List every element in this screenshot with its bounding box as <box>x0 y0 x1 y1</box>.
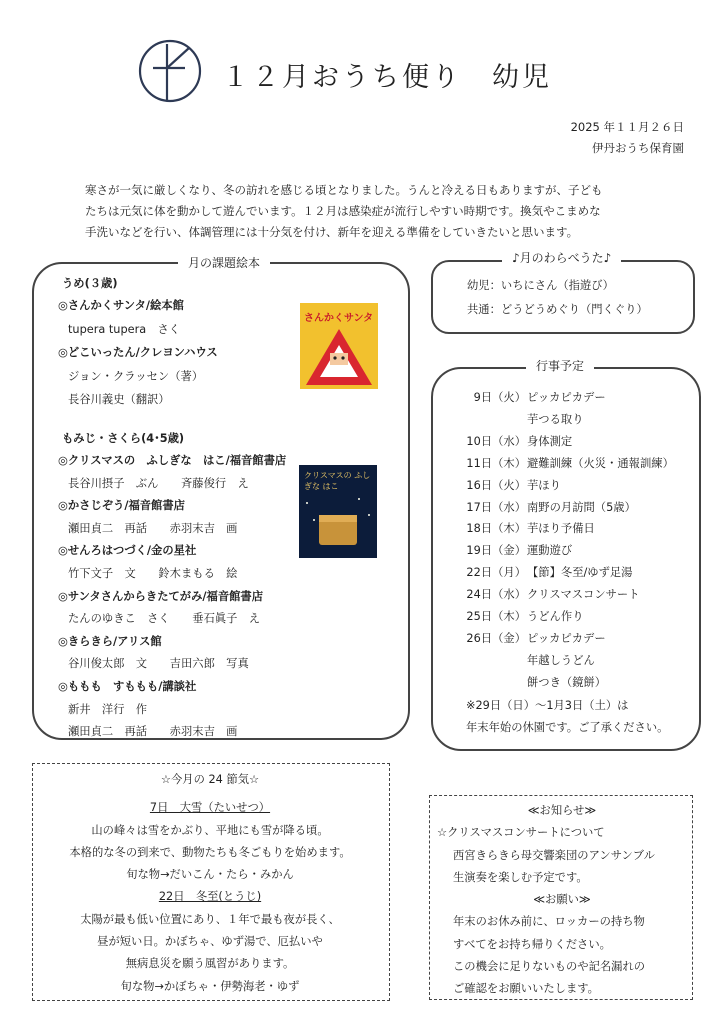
sekki-line: 太陽が最も低い位置にあり、１年で最も夜が長く、 <box>80 912 340 926</box>
book-author: tupera tupera さく <box>68 322 181 336</box>
notice-line: 西宮きらきら母交響楽団のアンサンブル <box>453 848 655 862</box>
event-text: 運動遊び <box>527 544 573 558</box>
book-author: 瀬田貞二 再話 赤羽末吉 画 <box>68 725 238 739</box>
page-title: １２月おうち便り 幼児 <box>222 62 552 93</box>
book-title: ◎どこいったん/クレヨンハウス <box>58 346 218 360</box>
event-date: 10日（水） <box>466 434 526 448</box>
event-date: 22日（月） <box>466 566 526 580</box>
sekki-line: 本格的な冬の到来で、動物たちも冬ごもりを始めます。 <box>69 845 351 859</box>
book-author: 竹下文子 文 鈴木まもる 絵 <box>68 567 238 580</box>
event-text: うどん作り <box>527 610 584 623</box>
event-text: クリスマスコンサート <box>527 588 640 602</box>
book-author: 新井 洋行 作 <box>68 702 148 716</box>
warabe-line: 幼児：いちにさん（指遊び） <box>467 279 614 292</box>
event-date: 24日（水） <box>466 588 526 602</box>
book-title: ◎サンタさんからきたてがみ/福音館書店 <box>58 589 264 603</box>
book-author: ジョン・クラッセン（著） <box>68 369 204 383</box>
book-title: ◎クリスマスの ふしぎな はこ/福音館書店 <box>58 454 287 467</box>
toji-heading: 22日 冬至(とうじ) <box>158 890 262 904</box>
gift-box-icon <box>299 495 377 558</box>
sekki-line: 山の峰々は雪をかぶり、平地にも雪が降る頃。 <box>91 823 329 837</box>
book-title: ◎さんかくサンタ/絵本館 <box>58 299 184 312</box>
sekki-line: 旬な物→だいこん・たら・みかん <box>126 868 294 882</box>
event-date: 18日（木） <box>466 522 526 536</box>
sekki-line: 無病息災を願う風習があります。 <box>125 957 295 971</box>
event-date: 11日（木） <box>466 456 526 470</box>
event-date: 17日（水） <box>466 500 526 514</box>
book-title: ◎かさじぞう/福音館書店 <box>58 499 185 513</box>
warabe-line: 共通：どうどうめぐり（門くぐり） <box>467 303 648 316</box>
sekki-line: 昼が短い日。かぼちゃ、ゆず湯で、厄払いや <box>97 935 323 949</box>
event-text: 避難訓練（火災・通報訓練） <box>527 456 674 470</box>
event-text: 【節】冬至/ゆず足湯 <box>527 566 633 580</box>
holiday-note-2: 年末年始の休園です。ご了承ください。 <box>466 721 669 734</box>
event-text: ピッカピカデー <box>527 631 606 645</box>
event-text: 芋ほり予備日 <box>527 522 595 536</box>
taisetsu-heading: 7日 大雪（たいせつ） <box>149 801 271 815</box>
request-line: すべてをお持ち帰りください。 <box>453 937 611 951</box>
santa-book-cover <box>300 303 378 389</box>
book-author: 谷川俊太郎 文 吉田六郎 写真 <box>68 657 249 671</box>
intro-line: 手洗いなどを行い、体調管理には十分気を付け、新年を迎える準備をしていきたいと思います。 <box>85 225 579 239</box>
books-title: 月の課題絵本 <box>178 254 270 271</box>
notice-content <box>437 800 687 1001</box>
warabe-box <box>431 260 695 334</box>
sekki-title: ☆今月の 24 節気☆ <box>160 773 260 786</box>
event-date: 16日（火） <box>466 478 526 492</box>
event-text: 南野の月訪問（5歳） <box>527 500 636 514</box>
event-text: 芋ほり <box>527 478 561 492</box>
book-author: 長谷川義史（翻訳） <box>68 393 170 407</box>
book-author: たんのゆきこ さく 垂石眞子 え <box>68 612 261 626</box>
sekki-content <box>32 769 388 998</box>
request-line: この機会に足りないものや記名漏れの <box>453 960 646 974</box>
issue-date: 2025 年１１月２６日 <box>570 120 684 134</box>
request-title: ≪お願い≫ <box>533 893 591 907</box>
event-date: 26日（金） <box>466 631 526 645</box>
events-title: 行事予定 <box>526 357 594 374</box>
christmas-box-book-cover <box>299 465 377 558</box>
event-date: 9日（火） <box>473 391 526 404</box>
issue-info <box>571 117 684 159</box>
book-author: 長谷川摂子 ぶん 斉藤俊行 え <box>68 476 249 490</box>
event-date: 19日（金） <box>466 544 526 558</box>
cover2-title: クリスマスの ふしぎな はこ <box>304 471 371 491</box>
book-title: ◎きらきら/アリス館 <box>58 634 162 648</box>
warabe-title: ♪月のわらべうた♪ <box>502 249 621 266</box>
sekki-line: 旬な物→かぼちゃ・伊勢海老・ゆず <box>120 979 300 993</box>
santa-triangle-icon <box>300 323 378 389</box>
nursery-name: 伊丹おうち保育園 <box>592 141 684 155</box>
event-text: 身体測定 <box>527 434 573 448</box>
intro-line: 寒さが一気に厳しくなり、冬の訪れを感じる頃となりました。うんと冷える日もありますが、子ども <box>85 183 603 197</box>
notice-heading: ☆クリスマスコンサートについて <box>437 826 605 840</box>
event-text: 餅つき（鏡餅） <box>527 675 607 689</box>
intro-line: たちは元気に体を動かして遊んでいます。１２月は感染症が流行しやすい時期です。換気やこまめな <box>85 204 601 218</box>
notice-title: ≪お知らせ≫ <box>527 804 597 817</box>
momiji-heading: もみじ・さくら(4･5歳) <box>62 432 185 445</box>
event-text: 芋つる取り <box>527 412 584 426</box>
request-line: ご確認をお願いいたします。 <box>453 982 599 996</box>
event-text: ピッカピカデー <box>527 391 606 404</box>
holiday-note: ※29日（日）～1月3日（土）は <box>466 699 629 712</box>
nursery-logo-icon <box>137 38 203 104</box>
ume-heading: うめ(３歳) <box>62 277 118 290</box>
event-date: 25日（木） <box>466 610 526 623</box>
book-title: ◎せんろはつづく/金の星社 <box>58 544 197 558</box>
book-author: 瀬田貞二 再話 赤羽末吉 画 <box>68 521 238 535</box>
book-title: ◎ももも すももも/講談社 <box>58 680 197 693</box>
event-text: 年越しうどん <box>527 653 595 667</box>
cover1-title: さんかくサンタ <box>304 313 374 324</box>
intro-text <box>85 180 685 243</box>
request-line: 年末のお休み前に、ロッカーの持ち物 <box>453 915 645 929</box>
notice-line: 生演奏を楽しむ予定です。 <box>453 870 588 884</box>
